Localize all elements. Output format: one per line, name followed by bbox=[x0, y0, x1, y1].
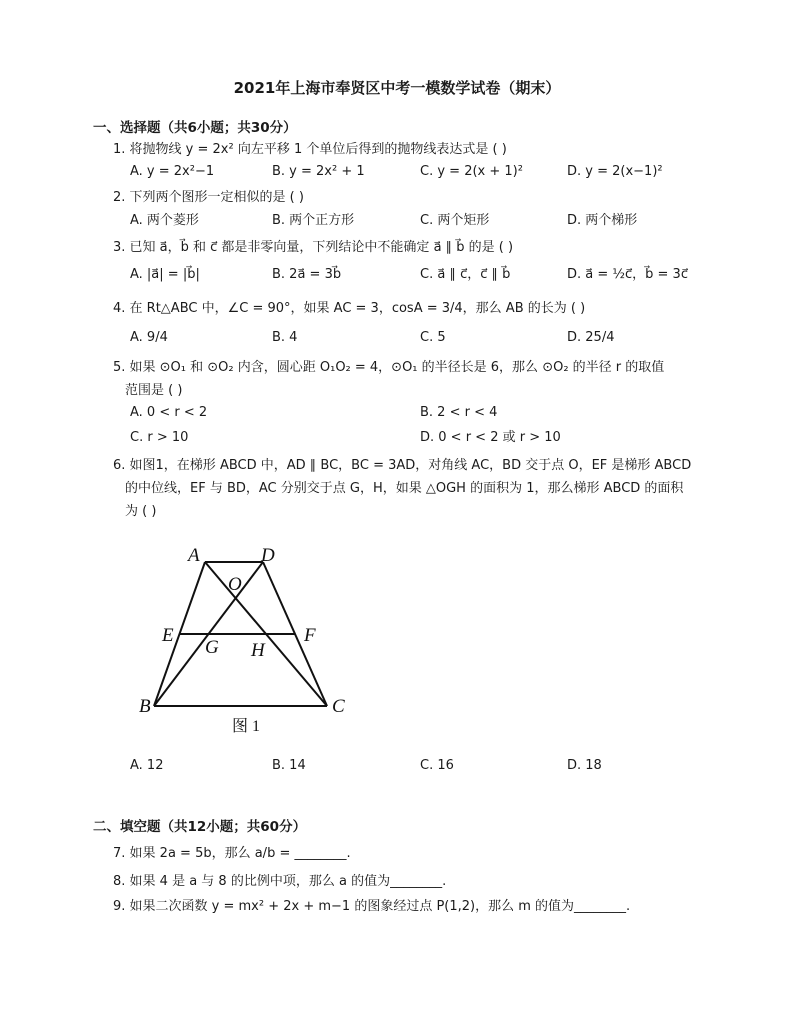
q4-option-d: D. 25/4 bbox=[567, 330, 615, 345]
q3-option-b: B. 2a⃗ = 3b⃗ bbox=[272, 267, 342, 282]
page-title: 2021年上海市奉贤区中考一模数学试卷（期末） bbox=[233, 79, 561, 97]
label-a: A bbox=[188, 545, 200, 566]
q4-option-a: A. 9/4 bbox=[130, 330, 168, 345]
q5-option-c: C. r > 10 bbox=[130, 430, 189, 445]
label-g: G bbox=[205, 637, 219, 658]
q1-option-d: D. y = 2(x−1)² bbox=[567, 164, 663, 179]
label-d: D bbox=[261, 545, 275, 566]
q3-option-c: C. a⃗ ∥ c⃗，c⃗ ∥ b⃗ bbox=[420, 267, 511, 282]
q1-option-c: C. y = 2(x + 1)² bbox=[420, 164, 523, 179]
q3-option-d: D. a⃗ = ½c⃗，b⃗ = 3c⃗ bbox=[567, 267, 688, 282]
q2-option-c: C. 两个矩形 bbox=[420, 213, 490, 228]
q2-option-a: A. 两个菱形 bbox=[130, 213, 199, 228]
q6-option-a: A. 12 bbox=[130, 758, 164, 773]
question-2-stem: 2. 下列两个图形一定相似的是 ( ) bbox=[113, 190, 304, 205]
q5-option-a: A. 0 < r < 2 bbox=[130, 405, 208, 420]
question-3-stem: 3. 已知 a⃗，b⃗ 和 c⃗ 都是非零向量，下列结论中不能确定 a⃗ ∥ b⃗ 的是 ( ) bbox=[113, 240, 514, 255]
q1-option-b: B. y = 2x² + 1 bbox=[272, 164, 365, 179]
question-9: 9. 如果二次函数 y = mx² + 2x + m−1 的图象经过点 P(1,2)，那么 m 的值为________. bbox=[113, 899, 631, 914]
question-6-stem-line2: 的中位线，EF 与 BD，AC 分别交于点 G，H，如果 △OGH 的面积为 1，那么梯形 ABCD 的面积 bbox=[125, 481, 684, 496]
question-7: 7. 如果 2a = 5b，那么 a/b = ________. bbox=[113, 846, 351, 861]
q4-option-b: B. 4 bbox=[272, 330, 298, 345]
question-5-stem-line1: 5. 如果 ⊙O₁ 和 ⊙O₂ 内含，圆心距 O₁O₂ = 4，⊙O₁ 的半径长是 6，那么 ⊙O₂ 的半径 r 的取值 bbox=[113, 360, 665, 375]
question-1-stem: 1. 将抛物线 y = 2x² 向左平移 1 个单位后得到的抛物线表达式是 ( ) bbox=[113, 142, 507, 157]
section-heading-fill: 二、填空题（共12小题；共60分） bbox=[93, 819, 307, 835]
q3-option-a: A. |a⃗| = |b⃗| bbox=[130, 267, 200, 282]
trapezoid-figure bbox=[130, 540, 360, 740]
q6-option-c: C. 16 bbox=[420, 758, 454, 773]
q6-option-b: B. 14 bbox=[272, 758, 306, 773]
q2-option-b: B. 两个正方形 bbox=[272, 213, 355, 228]
question-6-stem-line3: 为 ( ) bbox=[125, 504, 157, 519]
section-heading-choice: 一、选择题（共6小题；共30分） bbox=[93, 120, 297, 136]
q5-option-d: D. 0 < r < 2 或 r > 10 bbox=[420, 430, 561, 445]
figure-caption: 图 1 bbox=[232, 718, 261, 735]
label-f: F bbox=[304, 625, 316, 646]
q1-option-a: A. y = 2x²−1 bbox=[130, 164, 215, 179]
label-e: E bbox=[162, 625, 174, 646]
question-6-stem-line1: 6. 如图1，在梯形 ABCD 中，AD ∥ BC，BC = 3AD，对角线 AC，BD 交于点 O，EF 是梯形 ABCD bbox=[113, 458, 692, 473]
q2-option-d: D. 两个梯形 bbox=[567, 213, 638, 228]
q5-option-b: B. 2 < r < 4 bbox=[420, 405, 498, 420]
q4-option-c: C. 5 bbox=[420, 330, 446, 345]
label-b: B bbox=[139, 696, 151, 717]
q6-option-d: D. 18 bbox=[567, 758, 602, 773]
label-h: H bbox=[251, 640, 265, 661]
label-c: C bbox=[332, 696, 345, 717]
question-5-stem-line2: 范围是 ( ) bbox=[125, 383, 183, 398]
label-o: O bbox=[228, 574, 242, 595]
question-4-stem: 4. 在 Rt△ABC 中，∠C = 90°，如果 AC = 3，cosA = 3/4，那么 AB 的长为 ( ) bbox=[113, 301, 586, 316]
question-8: 8. 如果 4 是 a 与 8 的比例中项，那么 a 的值为________. bbox=[113, 874, 447, 889]
